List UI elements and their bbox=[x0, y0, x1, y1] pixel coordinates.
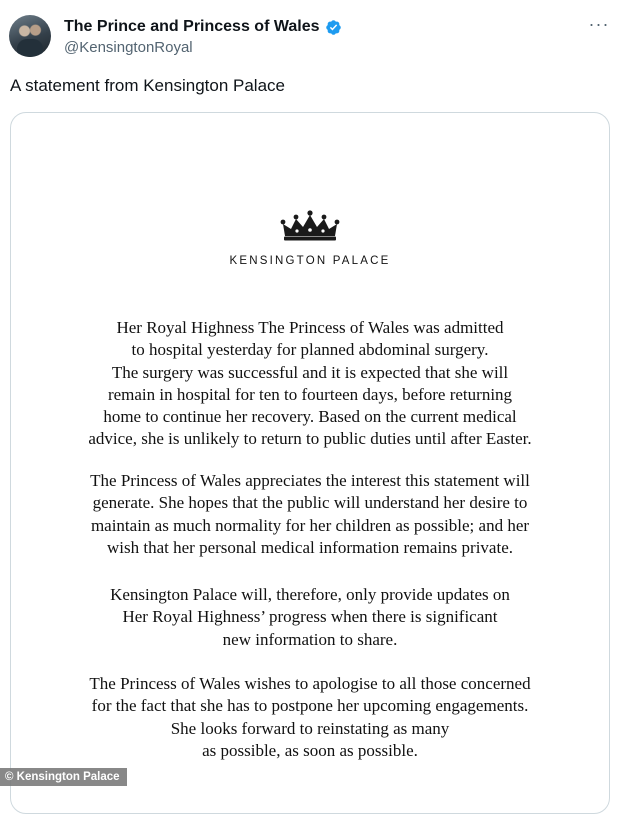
author-name-row[interactable] bbox=[64, 16, 342, 38]
statement-paragraph bbox=[11, 470, 609, 559]
statement-line: Her Royal Highness’ progress when there is significant bbox=[122, 607, 498, 627]
statement-line: home to continue her recovery. Based on the current medical bbox=[103, 407, 517, 427]
statement-paragraph bbox=[11, 584, 609, 651]
avatar[interactable] bbox=[9, 15, 51, 57]
statement-line: The Princess of Wales wishes to apologise to all those concerned bbox=[89, 674, 531, 693]
verified-badge-icon[interactable] bbox=[325, 19, 342, 36]
statement-line: Her Royal Highness The Princess of Wales was admitted bbox=[116, 318, 504, 337]
statement-line: Kensington Palace will, therefore, only provide updates on bbox=[110, 585, 510, 604]
statement-line: advice, she is unlikely to return to public duties until after Easter. bbox=[88, 429, 532, 449]
statement-line: The Princess of Wales appreciates the interest this statement will bbox=[90, 471, 530, 490]
tweet-text: A statement from Kensington Palace bbox=[10, 76, 285, 95]
statement-line: maintain as much normality for her children as possible; and her bbox=[90, 515, 530, 535]
statement-line: The surgery was successful and it is expected that she will bbox=[111, 362, 509, 382]
crown-icon bbox=[279, 210, 341, 242]
statement-line: for the fact that she has to postpone her upcoming engagements. bbox=[91, 696, 529, 716]
author-handle[interactable]: @KensingtonRoyal bbox=[64, 39, 193, 56]
statement-line: generate. She hopes that the public will understand her desire to bbox=[92, 493, 528, 513]
letterhead-title: KENSINGTON PALACE bbox=[229, 255, 391, 267]
tweet-header bbox=[0, 0, 634, 70]
photo-credit: © Kensington Palace bbox=[0, 768, 127, 786]
more-options-button[interactable]: ··· bbox=[588, 14, 610, 34]
statement-line: as possible, as soon as possible. bbox=[202, 740, 418, 760]
statement-paragraph bbox=[11, 673, 609, 762]
author-display-name[interactable]: The Prince and Princess of Wales bbox=[64, 18, 320, 35]
statement-line: new information to share. bbox=[222, 629, 398, 649]
statement-line: remain in hospital for ten to fourteen days, before returning bbox=[107, 384, 513, 404]
statement-image[interactable] bbox=[10, 112, 610, 814]
statement-line: wish that her personal medical information remains private. bbox=[107, 537, 513, 557]
statement-line: She looks forward to reinstating as many bbox=[170, 718, 450, 738]
statement-paragraph bbox=[11, 317, 609, 451]
statement-line: to hospital yesterday for planned abdominal surgery. bbox=[131, 340, 489, 360]
